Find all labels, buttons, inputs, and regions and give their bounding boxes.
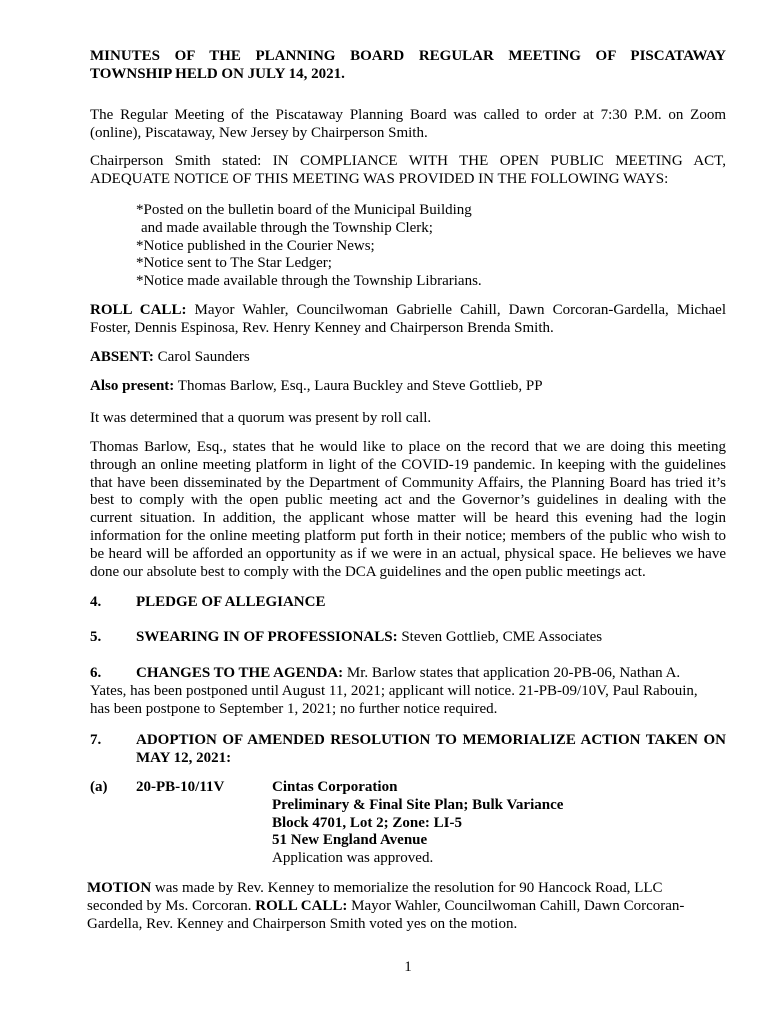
paragraph-line: information for the online meeting platform put forth in their notice; members of the public who wish to	[90, 527, 726, 544]
paragraph-line	[90, 302, 726, 320]
call-to-order-paragraph	[90, 107, 726, 143]
section-swearing-in	[90, 629, 726, 647]
notice-item-continuation: and made available through the Township Clerk;	[141, 219, 433, 236]
motion-label: MOTION	[87, 880, 152, 896]
absent-members: Carol Saunders	[157, 349, 250, 365]
paragraph-line: (online), Piscataway, New Jersey by Chairperson Smith.	[90, 124, 428, 141]
section-line	[90, 594, 726, 612]
section-number: 5.	[90, 629, 102, 645]
paragraph-line: best to comply with the open public meeting act and the Governor’s guidelines in dealing with the	[90, 492, 726, 509]
title-line: MINUTES OF THE PLANNING BOARD REGULAR MEETING OF PISCATAWAY	[90, 48, 726, 64]
notice-item: *Notice sent to The Star Ledger;	[136, 255, 332, 272]
section-text: Steven Gottlieb, CME Associates	[401, 629, 603, 645]
application-details	[272, 779, 726, 868]
application-number: 20-PB-10/11V	[136, 779, 225, 795]
paragraph-line: done our absolute best to comply with the DCA guidelines and the open public meetings act.	[90, 563, 646, 580]
section-heading: SWEARING IN OF PROFESSIONALS:	[136, 629, 398, 645]
quorum-statement	[90, 410, 726, 428]
roll-call-paragraph	[90, 302, 726, 338]
paragraph-line: be heard will be afforded an opportunity as if we were in an actual, physical space. He believes we have	[90, 545, 726, 562]
applicant-name: Cintas Corporation	[272, 779, 398, 795]
section-number: 6.	[90, 665, 102, 681]
paragraph-line: Thomas Barlow, Esq., states that he would like to place on the record that we are doing this meeting	[90, 439, 726, 455]
application-result: Application was approved.	[272, 850, 434, 867]
motion-text: Mayor Wahler, Councilwoman Cahill, Dawn Corcoran-	[351, 897, 685, 914]
paragraph-line	[90, 378, 726, 396]
section-text: Yates, has been postponed until August 11, 2021; applicant will notice. 21-PB-09/10V, Paul Rabouin,	[90, 682, 698, 699]
paragraph-line: that have been disseminated by the Department of Community Affairs, the Planning Board has tried it’s	[90, 474, 726, 491]
motion-text: was made by Rev. Kenney to memorialize the resolution for 90 Hancock Road, LLC	[154, 880, 663, 896]
paragraph-line: The Regular Meeting of the Piscataway Planning Board was called to order at 7:30 P.M. on Zoom	[90, 107, 726, 123]
section-pledge	[90, 594, 726, 612]
section-heading	[136, 732, 726, 768]
application-type: Preliminary & Final Site Plan; Bulk Variance	[272, 796, 564, 813]
motion-paragraph	[87, 880, 727, 933]
paragraph-line: through an online meeting platform in light of the COVID-19 pandemic. In keeping with the guidelines	[90, 456, 726, 473]
paragraph-line	[87, 880, 727, 898]
also-present-label: Also present:	[90, 378, 175, 394]
section-number: 4.	[90, 594, 102, 610]
section-text: Mr. Barlow states that application 20-PB-06, Nathan A.	[346, 665, 681, 681]
absent-line	[90, 349, 726, 367]
motion-text: seconded by Ms. Corcoran.	[87, 897, 252, 914]
page-number: 1	[404, 959, 412, 975]
section-text: has been postpone to September 1, 2021; no further notice required.	[90, 700, 498, 717]
document-title	[90, 48, 726, 84]
item-label: (a)	[90, 779, 108, 795]
section-heading-line: MAY 12, 2021:	[136, 749, 232, 766]
paragraph-line: Gardella, Rev. Kenney and Chairperson Smith voted yes on the motion.	[87, 915, 518, 932]
compliance-statement	[90, 153, 726, 189]
section-heading: PLEDGE OF ALLEGIANCE	[136, 594, 326, 610]
roll-call-members: Mayor Wahler, Councilwoman Gabrielle Cahill, Dawn Corcoran-Gardella, Michael	[194, 302, 727, 318]
paragraph-line: It was determined that a quorum was present by roll call.	[90, 410, 432, 426]
counsel-statement-paragraph	[90, 439, 726, 581]
section-line	[90, 629, 726, 647]
section-heading-line: ADOPTION OF AMENDED RESOLUTION TO MEMORIALIZE ACTION TAKEN ON	[136, 732, 726, 748]
property-address: 51 New England Avenue	[272, 832, 428, 849]
section-line	[90, 665, 726, 683]
paragraph-line	[87, 898, 727, 916]
paragraph-line	[90, 349, 726, 367]
roll-call-label: ROLL CALL:	[90, 302, 187, 318]
notice-item: *Notice published in the Courier News;	[136, 237, 375, 254]
notice-item: *Notice made available through the Township Librarians.	[136, 273, 482, 290]
notice-list	[136, 202, 726, 291]
also-present-members: Thomas Barlow, Esq., Laura Buckley and Steve Gottlieb, PP	[177, 378, 543, 394]
roll-call-label: ROLL CALL:	[255, 897, 348, 914]
also-present-line	[90, 378, 726, 396]
notice-item: *Posted on the bulletin board of the Municipal Building	[136, 202, 472, 218]
section-heading: CHANGES TO THE AGENDA:	[136, 665, 344, 681]
paragraph-line: current situation. In addition, the applicant whose matter will be heard this evening had the login	[90, 510, 726, 527]
paragraph-line: Chairperson Smith stated: IN COMPLIANCE WITH THE OPEN PUBLIC MEETING ACT,	[90, 153, 726, 169]
paragraph-line: ADEQUATE NOTICE OF THIS MEETING WAS PROVIDED IN THE FOLLOWING WAYS:	[90, 170, 669, 187]
absent-label: ABSENT:	[90, 349, 154, 365]
title-line: TOWNSHIP HELD ON JULY 14, 2021.	[90, 65, 345, 82]
block-lot-zone: Block 4701, Lot 2; Zone: LI-5	[272, 814, 463, 831]
section-resolution-adoption	[90, 732, 726, 768]
section-number: 7.	[90, 732, 102, 748]
roll-call-members: Foster, Dennis Espinosa, Rev. Henry Kenney and Chairperson Brenda Smith.	[90, 319, 554, 336]
resolution-item	[90, 779, 726, 871]
section-agenda-changes	[90, 665, 726, 718]
